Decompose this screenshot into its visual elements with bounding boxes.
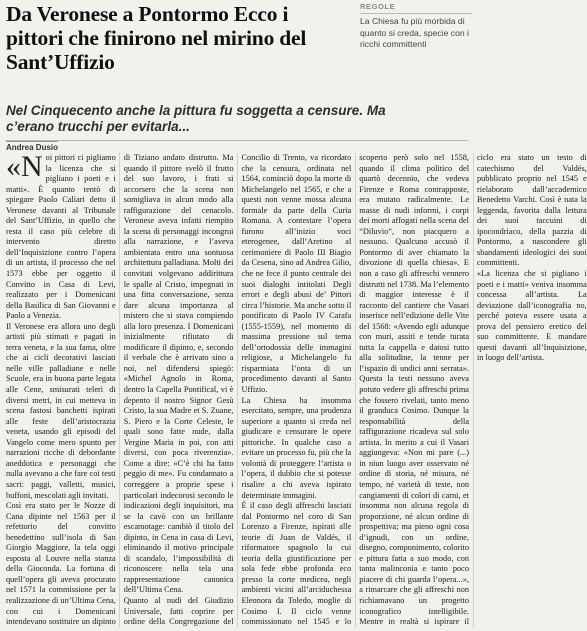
- sidebar-label: REGOLE: [360, 2, 472, 14]
- paragraph: È il caso degli affreschi lasciati dal Pontormo nel coro di San Lorenzo a Firenze, ispirati alle teorie di Juan de Valdés, il riformatore spagnolo la cui teoria della giustificazione per sola fede ebbe profonda eco presso la corte medicea, negli ambienti vicini all’arciduchessa Eleonora da Toledo, moglie di Cosimo I. Il ciclo venne commissionato nel 1545 e lo scoperto però solo nel 1558, quando il clima politico del quartò decennio, che vedeva Firenze e Roma contrapposte, era mutato radicalmente. Le masse di nudi informi, i corpi dei morti affogati nella scena del “Diluvio”, non piacquero a nessuno. Qualcuno accusò il Pontormo di aver chiamato la divozione di quella chiesa». E non a caso gli affreschi vennero distrutti nel 1738. Ma l’elemento di maggior interesse è il racconto del cantiere che Vasari inserisce nell’edizione delle Vite del 1568: «Avendo egli adunque con muri, assiti e tende turata tutta la cappella e datosi tutto alla solitudine, la tenne per l’ispazio di undici anni serrata». Questa la testi nessuno aveva potuto vedere gli affreschi prima che fossero rivelati, tanto meno il granduca Cosimo. Dunque la responsabilità della raffigurazione ricadeva sul solo artista. In merito a cui il Vasari aggiungeva: «Non mi pare (...) in niun luogo aver osservato né ordine di storia, né misura, né tempo, né varietà di teste, non cangiamenti di colori di carni, et insomma non alcuna regola di proporzione, né alcun ordine di prospettiva; ma pieno ogni cosa d’ignudi, con un ordine, disegno, componimento, colorito e pittura fatta a suo modo, con tanta malinconia e tanto poco piacere di chi guarda l’opera...», a rimarcare che gli affreschi non richiamavano un progetto iconografico intelligibile. Mentre in realtà si ispirare il ciclo era stato un testo di catechismo del Valdés, pubblicato proprio nel 1545 e rielaborato dall’accademico Benedetto Varchi. Così è nata la leggenda, favorita dalla lettura dei suoi taccuini di ipocondriaco, della pazzia di Pontormo, a nascondere gli sbandamenti ideologici dei suoi committenti.: [241, 153, 587, 627]
- paragraph: Quanto al nudi del Giudizio Universale, fatti coprire per ordine della Congregazione del Concilio di Trento, va ricordato che la censura, ordinata nel 1564, cominciò dopo la morte di Michelangelo nel 1565, e che a questi non venne mossa alcuna formale da parte della Curia Romana. A contestare l’opera furono all’inizio voci eterogenee, dall’Aretino al cerimoniere di Paolo III Biagio da Cesena, sino ad Andrea Gilio, che ne fece il punto centrale dei suoi dialoghi intitolati Degli errori e degli abusi de’ Pittori circa l’historie. Ma anche sotto il pontificato di Paolo IV Carafa (1555-1559), nel momento di massima pressione sul tema dell’ortodossia delle immagini religiose, a Michelangelo fu risparmiata l’onta di un procedimento davanti al Santo Uffizio.: [123, 153, 352, 627]
- byline: Andrea Dusio: [6, 143, 59, 152]
- paragraph: Così era stato per le Nozze di Cana dipinte nel 1563 per il refettorio del convitto benedettino sull’isola di San Giorgio Maggiore, la tela oggi esposta al Louvre nella stanza della Gioconda. La fortuna di quell’opera gli aveva procurato nel 1571 la commissione per la realizzazione di un’Ultima Cena, con cui i Domenicani intendevano sostituire un dipinto di Tiziano andato distrutto. Ma quando il pittore svelò il frutto del suo lavoro, i frati si accorsero che la scena non somigliava in alcun modo alla raffigurazione del cenacolo. Veronese aveva infatti riempito la scena di personaggi incongrui alla narrazione, e l’aveva ambientata entro una sontuosa architettura palladiana. Molti dei convitati volgevano addirittura le spalle al Cristo, impegnati in una fitta conversazione, senza dare alcuna importanza al mistero che si stava compiendo alla loro presenza. I Domenicani inizialmente rifiutato di modificare il dipinto, e, secondo il verbale che è arrivato sino a noi, nel difendersi spiegò: «Michel Agnolo in Roma, dentro la Capella Pontifical, vi è depento il nostro Signor Gesù Cristo, la sua Madre et S. Zuane, S. Piero e la Corte Celeste, le quali sono fatte nude, dalla Vergine Maria in poi, con atti diversi, con poca riverenzia». Come a dire: «C’è chi ha fatto peggio di me». Fu condannato a correggere a proprie spese i particolari indecorosi secondo le indicazioni degli inquisitori, ma se la cavò con un brillante escamotage: cambiò il titolo del dipinto, in Cena in casa di Levi, eliminando il motivo principale di scandalo, l’impossibilità di riconoscere nella tela una rappresentazione canonica dell’Ultima Cena.: [6, 153, 234, 627]
- paragraph-text: oi pittori ci pigliamo la licenza che si pigliano i poeti e i matti». È quanto tentò di spiegare Paolo Caliari detto il Veronese davanti al Tribunale del Sant’Uffizio, in quello che resta il caso più celebre di intervento diretto dell’Inquisizione contro l’opera di un artista, il processo che nel 1573 ebbe per oggetto il Convitto in Casa di Levi, realizzato per i Domenicani della Basilica di San Giovanni e Paolo a Venezia.: [6, 153, 116, 321]
- headline: Da Veronese a Pontormo Ecco i pittori che finirono nel mirino del Sant’Uffizio: [6, 2, 307, 74]
- sidebar-text: La Chiesa fu più morbida di quanto si creda, specie con i ricchi committenti: [360, 16, 469, 49]
- divider: [6, 140, 468, 141]
- article-body: [6, 150, 587, 628]
- paragraph: Il Veronese era allora uno degli artisti più stimati e pagati in terra veneta, e la sua fama, oltre che ai cicli decorativi lasciati nelle ville palladiane e nelle Scuole, era in buona parte legata alle Cene, smisurati teleri di diversi metri, in cui metteva in scena fastosi banchetti ispirati alle feste dell’aristocrazia veneta, usando gli episodi del Vangelo come mero spunto per narrazioni ricche di debordante aneddotica e personaggi che nulla avevano a che fare coi testi sacri: paggi, valletti, musici, buffoni, mescolati agli invitati.: [6, 321, 116, 500]
- paragraph: [6, 150, 116, 322]
- sidebar-box: [360, 2, 472, 51]
- kicker: Nel Cinquecento anche la pittura fu soggetta a censure. Ma c’erano trucchi per evitarla...: [6, 103, 386, 134]
- paragraph: La Chiesa ha insomma esercitato, sempre, una prudenza superiore a quanto si creda nel giudicare e censurare le opere pittoriche. In qualche caso a evitare un processo fu, più che la volontà di proteggere l’artista o l’opera, il dubbio che si potesse risalire a chi aveva ispirato determinate immagini.: [241, 395, 352, 500]
- paragraph: «La licenza che si pigliano i poeti e i matti» veniva insomma concessa all’artista. La deviazione dall’iconografia no, perché poteva essere usata a prova del pensiero eretico del suo committente. E mandare questi davanti all’Inquisizione, in luogo dell’artista.: [477, 269, 587, 363]
- dropcap: «N: [6, 150, 43, 183]
